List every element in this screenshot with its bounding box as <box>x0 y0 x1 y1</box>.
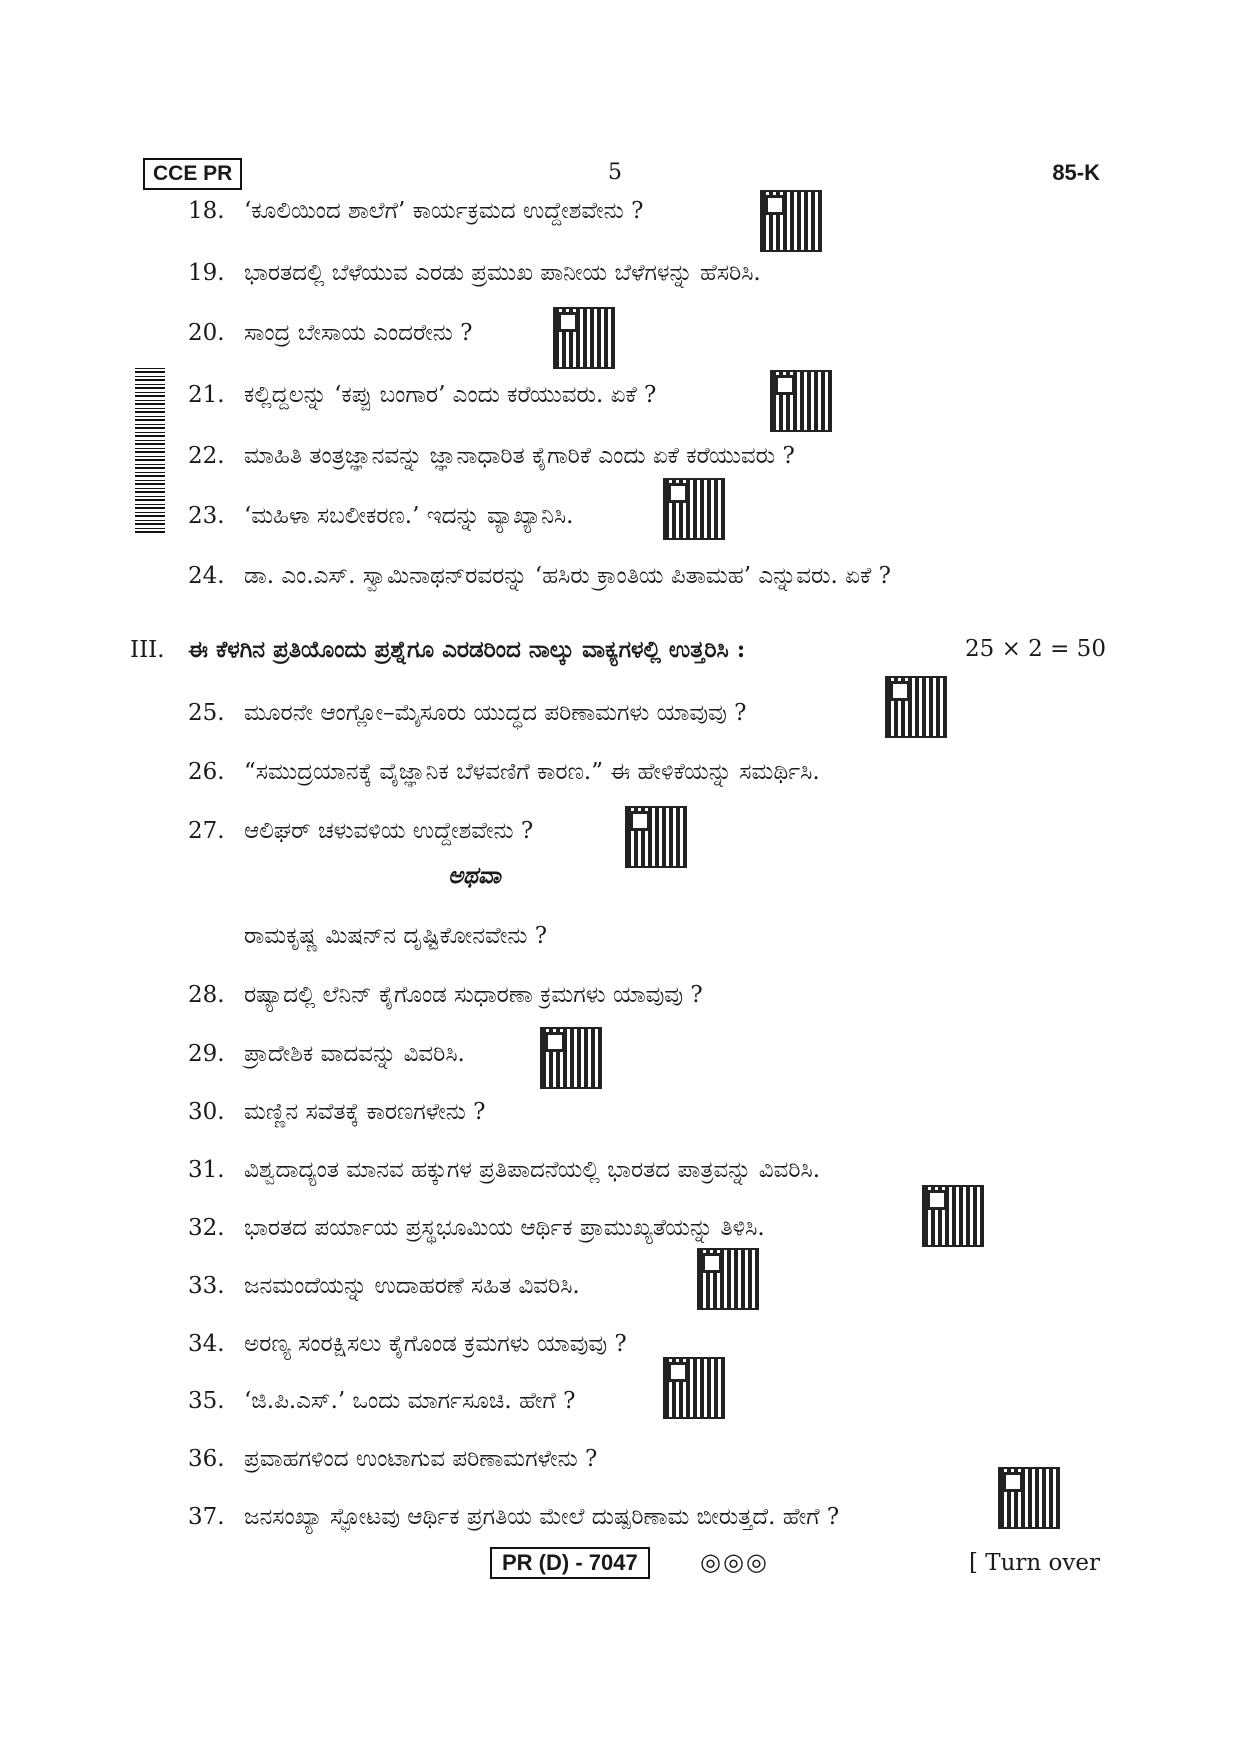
question-text: ‘ಜಿ.ಪಿ.ಎಸ್.’ ಒಂದು ಮಾರ್ಗಸೂಚಿ. ಹೇಗೆ ? <box>244 1388 576 1414</box>
qr-code-icon <box>663 478 725 540</box>
header-series-label: CCE PR <box>143 158 242 190</box>
question-text: ಭಾರತದಲ್ಲಿ ಬೆಳೆಯುವ ಎರಡು ಪ್ರಮುಖ ಪಾನೀಯ ಬೆಳೆಗಳನ್ನು ಹೆಸರಿಸಿ. <box>244 260 761 286</box>
question-36 <box>188 1444 597 1474</box>
question-21 <box>188 380 656 410</box>
question-number: 20. <box>188 320 225 346</box>
question-number: 18. <box>188 198 225 224</box>
question-19 <box>188 258 761 288</box>
question-number: 33. <box>188 1273 225 1299</box>
question-23 <box>188 501 573 531</box>
qr-code-icon <box>697 1248 759 1310</box>
question-27 <box>188 816 533 846</box>
question-text: ಆಲಿಘರ್ ಚಳುವಳಿಯ ಉದ್ದೇಶವೇನು ? <box>244 818 534 844</box>
qr-code-icon <box>998 1467 1060 1529</box>
question-number: 32. <box>188 1215 225 1241</box>
question-34 <box>188 1329 627 1359</box>
question-number: 27. <box>188 818 225 844</box>
qr-code-icon <box>625 806 687 868</box>
question-text: “ಸಮುದ್ರಯಾನಕ್ಕೆ ವೈಜ್ಞಾನಿಕ ಬೆಳವಣಿಗೆ ಕಾರಣ.” ಈ ಹೇಳಿಕೆಯನ್ನು ಸಮರ್ಥಿಸಿ. <box>244 759 820 785</box>
question-29 <box>188 1039 465 1069</box>
page-number: 5 <box>608 160 622 185</box>
question-text: ಅರಣ್ಯ ಸಂರಕ್ಷಿಸಲು ಕೈಗೊಂಡ ಕ್ರಮಗಳು ಯಾವುವು ? <box>244 1331 627 1357</box>
question-number: 23. <box>188 503 225 529</box>
question-32 <box>188 1213 765 1243</box>
question-text: ‘ಕೂಲಿಯಿಂದ ಶಾಲೆಗೆ’ ಕಾರ್ಯಕ್ರಮದ ಉದ್ದೇಶವೇನು ? <box>244 198 644 224</box>
question-text: ಪ್ರವಾಹಗಳಿಂದ ಉಂಟಾಗುವ ಪರಿಣಾಮಗಳೇನು ? <box>244 1446 598 1472</box>
question-number: 35. <box>188 1388 225 1414</box>
section-instruction: ಈ ಕೆಳಗಿನ ಪ್ರತಿಯೊಂದು ಪ್ರಶ್ನೆಗೂ ಎರಡರಿಂದ ನಾಲ್ಕು ವಾಕ್ಯಗಳಲ್ಲಿ ಉತ್ತರಿಸಿ : <box>188 636 746 663</box>
question-text: ಕಲ್ಲಿದ್ದಲನ್ನು ‘ಕಪ್ಪು ಬಂಗಾರ’ ಎಂದು ಕರೆಯುವರು. ಏಕೆ ? <box>244 382 657 408</box>
question-31 <box>188 1155 820 1185</box>
question-number: 37. <box>188 1504 225 1530</box>
question-24 <box>188 561 891 591</box>
qr-code-icon <box>540 1027 602 1089</box>
question-33 <box>188 1271 580 1301</box>
question-number: 30. <box>188 1099 225 1125</box>
question-number: 21. <box>188 382 225 408</box>
question-number: 26. <box>188 759 225 785</box>
question-number: 25. <box>188 700 225 726</box>
question-number: 31. <box>188 1157 225 1183</box>
qr-code-icon <box>663 1357 725 1419</box>
question-text: ‘ಮಹಿಳಾ ಸಬಲೀಕರಣ.’ ಇದನ್ನು ವ್ಯಾಖ್ಯಾನಿಸಿ. <box>244 503 574 529</box>
question-text: ಮಣ್ಣಿನ ಸವೆತಕ್ಕೆ ಕಾರಣಗಳೇನು ? <box>244 1099 486 1125</box>
question-number: 24. <box>188 563 225 589</box>
question-text: ಭಾರತದ ಪರ್ಯಾಯ ಪ್ರಸ್ಥಭೂಮಿಯ ಆರ್ಥಿಕ ಪ್ರಾಮುಖ್ಯತೆಯನ್ನು ತಿಳಿಸಿ. <box>244 1215 765 1241</box>
question-text: ಮೂರನೇ ಆಂಗ್ಲೋ–ಮೈಸೂರು ಯುದ್ಧದ ಪರಿಣಾಮಗಳು ಯಾವುವು ? <box>244 700 747 726</box>
question-number: 28. <box>188 982 225 1008</box>
question-text: ಜನಮಂದೆಯನ್ನು ಉದಾಹರಣೆ ಸಹಿತ ವಿವರಿಸಿ. <box>244 1273 580 1299</box>
question-number: 22. <box>188 443 225 469</box>
question-18 <box>188 196 643 226</box>
question-text: ಪ್ರಾದೇಶಿಕ ವಾದವನ್ನು ವಿವರಿಸಿ. <box>244 1041 465 1067</box>
question-text: ಮಾಹಿತಿ ತಂತ್ರಜ್ಞಾನವನ್ನು ಜ್ಞಾನಾಧಾರಿತ ಕೈಗಾರಿಕೆ ಎಂದು ಏಕೆ ಕರೆಯುವರು ? <box>244 443 795 469</box>
question-26 <box>188 757 820 787</box>
qr-code-icon <box>760 190 822 252</box>
turn-over-label: [ Turn over <box>968 1550 1100 1576</box>
question-27-alternative: ರಾಮಕೃಷ್ಣ ಮಿಷನ್‌ನ ದೃಷ್ಟಿಕೋನವೇನು ? <box>244 923 548 949</box>
question-25 <box>188 698 746 728</box>
qr-code-icon <box>553 307 615 369</box>
question-number: 19. <box>188 260 225 286</box>
section-heading <box>130 636 745 663</box>
paper-code: 85-K <box>1052 160 1100 185</box>
question-22 <box>188 441 795 471</box>
question-30 <box>188 1097 486 1127</box>
question-number: 34. <box>188 1331 225 1357</box>
section-marks: 25 × 2 = 50 <box>965 636 1106 662</box>
question-20 <box>188 318 473 348</box>
question-text: ರಷ್ಯಾದಲ್ಲಿ ಲೆನಿನ್ ಕೈಗೊಂಡ ಸುಧಾರಣಾ ಕ್ರಮಗಳು ಯಾವುವು ? <box>244 982 703 1008</box>
qr-code-icon <box>885 676 947 738</box>
section-number: III. <box>130 637 165 663</box>
question-text: ವಿಶ್ವದಾದ್ಯಂತ ಮಾನವ ಹಕ್ಕುಗಳ ಪ್ರತಿಪಾದನೆಯಲ್ಲಿ ಭಾರತದ ಪಾತ್ರವನ್ನು ವಿವರಿಸಿ. <box>244 1157 821 1183</box>
side-barcode <box>135 365 165 533</box>
question-text: ಜನಸಂಖ್ಯಾ ಸ್ಫೋಟವು ಆರ್ಥಿಕ ಪ್ರಗತಿಯ ಮೇಲೆ ದುಷ್ಪರಿಣಾಮ ಬೀರುತ್ತದೆ. ಹೇಗೆ ? <box>244 1504 840 1530</box>
question-37 <box>188 1502 839 1532</box>
or-label: ಅಥವಾ <box>448 862 501 889</box>
question-28 <box>188 980 703 1010</box>
question-text: ಡಾ. ಎಂ.ಎಸ್. ಸ್ವಾಮಿನಾಥನ್‌ರವರನ್ನು ‘ಹಸಿರು ಕ್ರಾಂತಿಯ ಪಿತಾಮಹ’ ಎನ್ನುವರು. ಏಕೆ ? <box>244 563 891 589</box>
question-text: ಸಾಂದ್ರ ಬೇಸಾಯ ಎಂದರೇನು ? <box>244 320 473 346</box>
footer-paper-code: PR (D) - 7047 <box>490 1547 650 1579</box>
qr-code-icon <box>922 1185 984 1247</box>
question-number: 36. <box>188 1446 225 1472</box>
footer-symbols: ◎◎◎ <box>700 1548 769 1576</box>
question-number: 29. <box>188 1041 225 1067</box>
question-35 <box>188 1386 575 1416</box>
qr-code-icon <box>770 370 832 432</box>
